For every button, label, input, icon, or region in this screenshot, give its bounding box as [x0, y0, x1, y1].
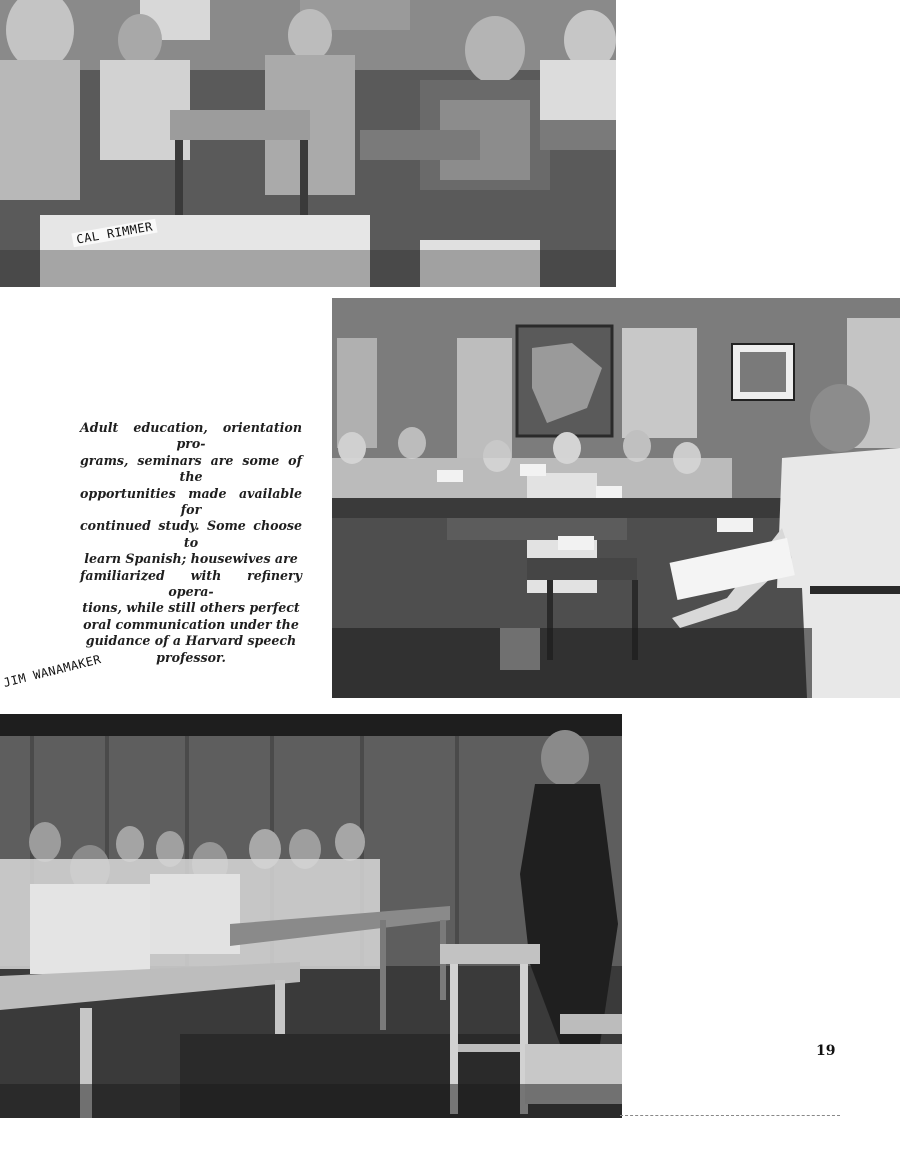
photo-speaker-lectern-class — [0, 714, 622, 1118]
caption-line: continued study. Some choose to — [80, 518, 302, 550]
caption-line: tions, while still others perfect — [82, 600, 300, 616]
photo-credit-top: CAL RIMMER — [71, 219, 157, 248]
scan-divider — [620, 1115, 840, 1117]
photo-caption — [80, 420, 302, 666]
photo-instructor-women-class-image — [332, 298, 900, 698]
caption-line: guidance of a Harvard speech — [85, 633, 297, 649]
caption-line: Adult education, orientation pro- — [80, 420, 302, 452]
photo-speaker-lectern-class-image — [0, 714, 622, 1118]
caption-line: grams, seminars are some of the — [80, 452, 302, 485]
caption-line: opportunities made available for — [80, 485, 302, 518]
caption-line: familiarized with refinery opera- — [80, 567, 302, 600]
caption-line: learn Spanish; housewives are — [84, 551, 298, 567]
caption-line: oral communication under the — [83, 616, 299, 632]
photo-instructor-women-class — [332, 298, 900, 698]
caption-line: professor. — [156, 649, 226, 665]
page-number: 19 — [816, 1043, 836, 1059]
photo-credit-left-margin: JIM WANAMAKER — [1, 652, 103, 690]
